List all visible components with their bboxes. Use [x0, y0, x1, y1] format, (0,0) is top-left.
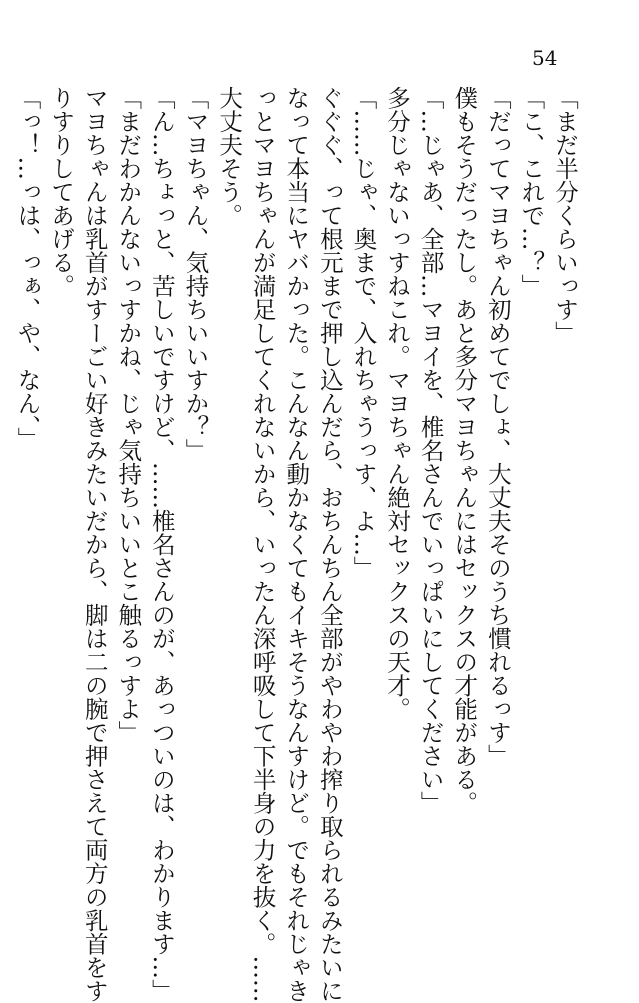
text-line: 「…じゃあ、全部…マヨイを、椎名さんでいっぱいにしてください」 — [416, 86, 445, 815]
text-line: 「まだ半分くらいっす」 — [551, 86, 579, 345]
text-line: 「まだわかんないっすかね、じゃ気持ちいいとこ触るっすよ」 — [114, 86, 143, 744]
text-line: 「マヨちゃん、気持ちいいすか？」 — [181, 86, 210, 462]
text-line: ぐぐぐ、って根元まで押し込んだら、おちんちん全部がやわやわ搾り取られるみたいに — [315, 86, 344, 1003]
text-line: 僕もそうだったし。あと多分マヨちゃんにはセックスの才能がある。 — [450, 86, 479, 815]
text-line: 多分じゃないっすねこれ。マヨちゃん絶対セックスの天才。 — [383, 86, 412, 721]
text-line: なって本当にヤバかった。こんなん動かなくてもイキそうなんすけど。でもそれじゃき — [282, 86, 311, 1003]
text-line: マヨちゃんは乳首がすーごい好きみたいだから、脚は二の腕で押さえて両方の乳首をす — [80, 86, 109, 1003]
text-line: 「だってマヨちゃん初めてでしょ、大丈夫そのうち慣れるっす」 — [483, 86, 512, 768]
text-line: 「ん…ちょっと、苦しいですけど、……椎名さんのが、あっついのは、わかります…」 — [147, 86, 176, 1003]
text-line: りすりしてあげる。 — [47, 86, 76, 298]
text-line: 「こ、これで…？」 — [517, 86, 546, 298]
text-line: 大丈夫そう。 — [215, 86, 244, 227]
text-line: 「……じゃ、奥まで、入れちゃうっす、よ…」 — [349, 86, 378, 580]
page-number: 54 — [532, 46, 558, 70]
text-line: っとマヨちゃんが満足してくれないから、いったん深呼吸して下半身の力を抜く。…… — [248, 86, 277, 1003]
novel-text-body — [10, 86, 581, 1003]
text-line: 「っ！…っは、っぁ、や、なん、」 — [13, 86, 42, 451]
